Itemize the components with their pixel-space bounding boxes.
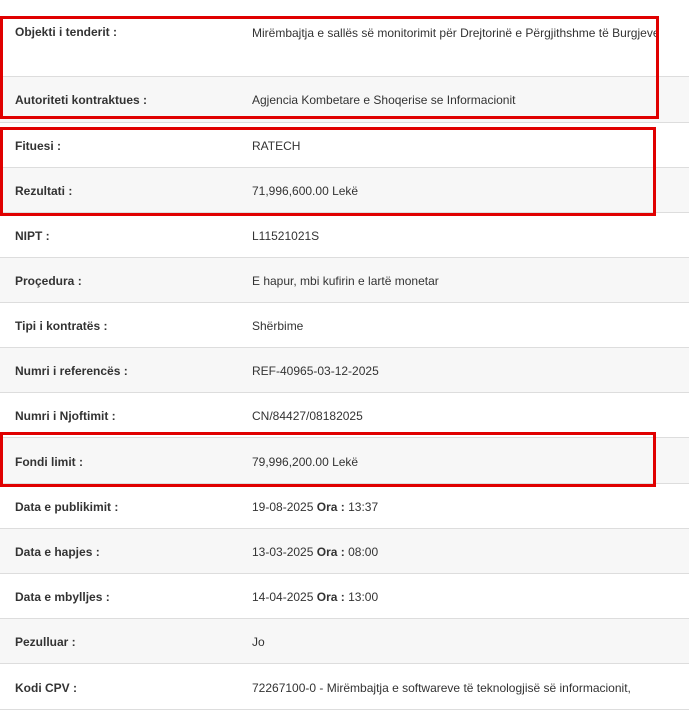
contract-type-value: Shërbime — [252, 319, 304, 333]
cpv-code-label: Kodi CPV : — [15, 681, 77, 695]
row-contracting-authority — [0, 77, 689, 123]
limit-fund-value: 79,996,200.00 Lekë — [252, 455, 359, 469]
winner-value: RATECH — [252, 139, 301, 153]
row-result — [0, 168, 689, 213]
closing-time-label: Ora : — [316, 590, 345, 604]
opening-time-label: Ora : — [316, 545, 345, 559]
cpv-code-value: 72267100-0 - Mirëmbajtja e softwareve të teknologjisë së informacionit, — [252, 681, 631, 695]
opening-time: 08:00 — [348, 545, 379, 559]
result-value: 71,996,600.00 Lekë — [252, 184, 359, 198]
tender-object-label: Objekti i tenderit : — [15, 25, 118, 39]
nipt-label: NIPT : — [15, 229, 50, 243]
publication-date-label: Data e publikimit : — [15, 500, 119, 514]
row-publication-date — [0, 484, 689, 529]
tender-object-value: Mirëmbajtja e sallës së monitorimit për Drejtorinë e Përgjithshme të Burgjeve — [252, 26, 660, 40]
row-tender-object — [0, 0, 689, 77]
procedure-label: Proçedura : — [15, 274, 82, 288]
row-winner — [0, 123, 689, 168]
publication-date: 19-08-2025 — [252, 500, 314, 514]
closing-date-value — [252, 588, 672, 607]
notice-number-value: CN/84427/08182025 — [252, 409, 363, 423]
publication-time-label: Ora : — [316, 500, 345, 514]
reference-number-label: Numri i referencës : — [15, 364, 128, 378]
row-contract-type — [0, 303, 689, 348]
opening-date: 13-03-2025 — [252, 545, 314, 559]
row-cpv-code — [0, 664, 689, 710]
closing-date: 14-04-2025 — [252, 590, 314, 604]
publication-time: 13:37 — [348, 500, 379, 514]
publication-date-value — [252, 498, 672, 517]
opening-date-label: Data e hapjes : — [15, 545, 100, 559]
result-label: Rezultati : — [15, 184, 73, 198]
contracting-authority-label: Autoriteti kontraktues : — [15, 93, 148, 107]
nipt-value: L11521021S — [252, 229, 320, 243]
procedure-value: E hapur, mbi kufirin e lartë monetar — [252, 274, 439, 288]
row-notice-number — [0, 393, 689, 438]
suspended-value: Jo — [252, 635, 265, 649]
winner-label: Fituesi : — [15, 139, 62, 153]
limit-fund-label: Fondi limit : — [15, 455, 83, 469]
contract-type-label: Tipi i kontratës : — [15, 319, 108, 333]
row-opening-date — [0, 529, 689, 574]
row-suspended — [0, 619, 689, 664]
opening-date-value — [252, 543, 672, 562]
closing-time: 13:00 — [348, 590, 379, 604]
row-limit-fund — [0, 438, 689, 484]
row-procedure — [0, 258, 689, 303]
row-reference-number — [0, 348, 689, 393]
contracting-authority-value: Agjencia Kombetare e Shoqerise se Informacionit — [252, 93, 516, 107]
row-closing-date — [0, 574, 689, 619]
suspended-label: Pezulluar : — [15, 635, 76, 649]
notice-number-label: Numri i Njoftimit : — [15, 409, 116, 423]
row-nipt — [0, 213, 689, 258]
reference-number-value: REF-40965-03-12-2025 — [252, 364, 379, 378]
closing-date-label: Data e mbylljes : — [15, 590, 110, 604]
